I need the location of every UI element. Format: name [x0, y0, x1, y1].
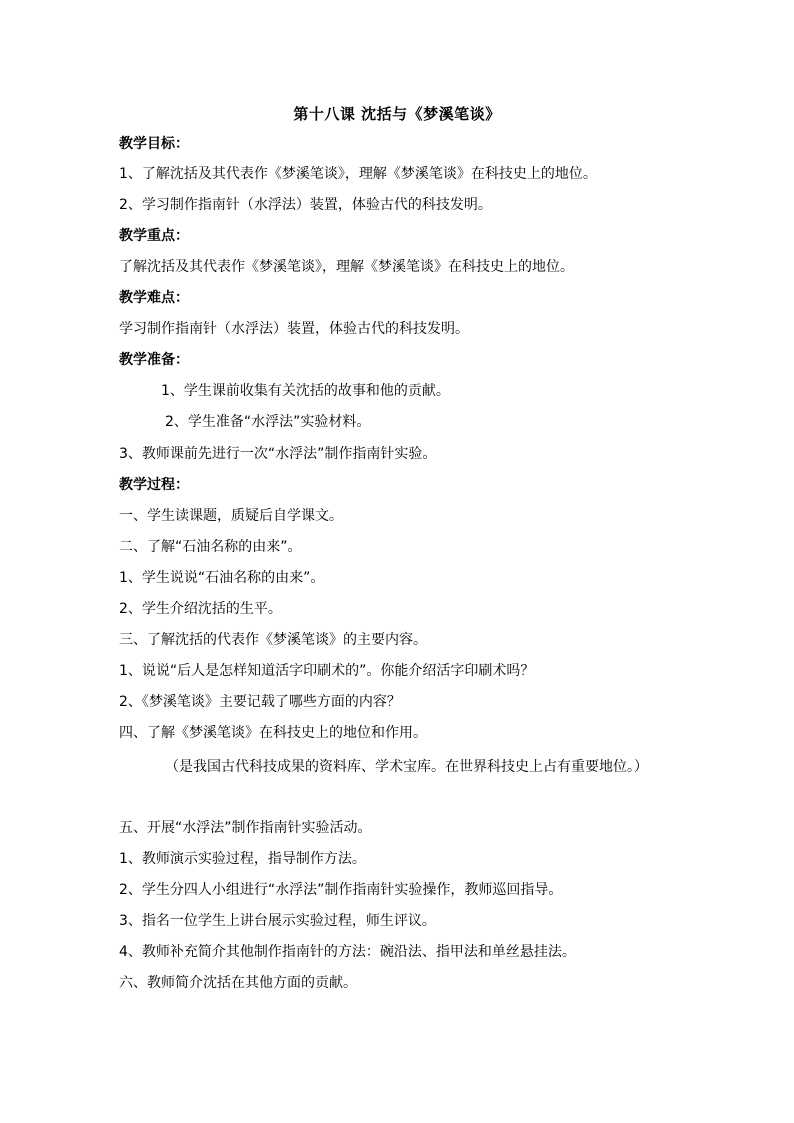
process-note-text: （是我国古代科技成果的资料库、学术宝库。在世界科技史上占有重要地位。） [165, 759, 648, 775]
document-title: 第十八课 沈括与《梦溪笔谈》 [293, 105, 501, 123]
process-step: 二、了解“石油名称的由来”。 [119, 539, 302, 555]
objective-item: 2、学习制作指南针（水浮法）装置，体验古代的科技发明。 [119, 197, 492, 213]
process-step: 3、指名一位学生上讲台展示实验过程，师生评议。 [119, 913, 436, 929]
process-step: 1、说说“后人是怎样知道活字印刷术的”。你能介绍活字印刷术吗？ [119, 663, 535, 679]
preparation-item: 2、学生准备“水浮法”实验材料。 [165, 414, 371, 430]
process-note [119, 752, 709, 782]
objectives-heading: 教学目标： [119, 136, 189, 152]
process-step: 2、《梦溪笔谈》主要记载了哪些方面的内容？ [119, 694, 401, 710]
process-step: 1、教师演示实验过程，指导制作方法。 [119, 851, 366, 867]
key-points-heading: 教学重点： [119, 228, 189, 244]
process-step: 一、学生读课题，质疑后自学课文。 [119, 508, 343, 524]
preparation-item: 1、学生课前收集有关沈括的故事和他的贡献。 [161, 383, 450, 399]
objective-item: 1、了解沈括及其代表作《梦溪笔谈》，理解《梦溪笔谈》在科技史上的地位。 [119, 166, 597, 182]
preparation-heading: 教学准备： [119, 352, 189, 368]
preparation-item: 3、教师课前先进行一次“水浮法”制作指南针实验。 [119, 446, 437, 462]
process-step: 六、教师简介沈括在其他方面的贡献。 [119, 975, 357, 991]
difficulties-heading: 教学难点： [119, 290, 189, 306]
process-step: 2、学生介绍沈括的生平。 [119, 601, 282, 617]
process-step: 4、教师补充简介其他制作指南针的方法：碗沿法、指甲法和单丝悬挂法。 [119, 944, 576, 960]
process-step: 五、开展“水浮法”制作指南针实验活动。 [119, 820, 372, 836]
process-step: 四、了解《梦溪笔谈》在科技史上的地位和作用。 [119, 725, 427, 741]
process-step: 2、学生分四人小组进行“水浮法”制作指南针实验操作，教师巡回指导。 [119, 882, 563, 898]
key-points-text: 了解沈括及其代表作《梦溪笔谈》，理解《梦溪笔谈》在科技史上的地位。 [119, 259, 574, 275]
process-heading: 教学过程： [119, 477, 189, 493]
process-step: 三、了解沈括的代表作《梦溪笔谈》的主要内容。 [119, 632, 427, 648]
difficulties-text: 学习制作指南针（水浮法）装置，体验古代的科技发明。 [119, 321, 469, 337]
process-step: 1、学生说说“石油名称的由来”。 [119, 570, 325, 586]
